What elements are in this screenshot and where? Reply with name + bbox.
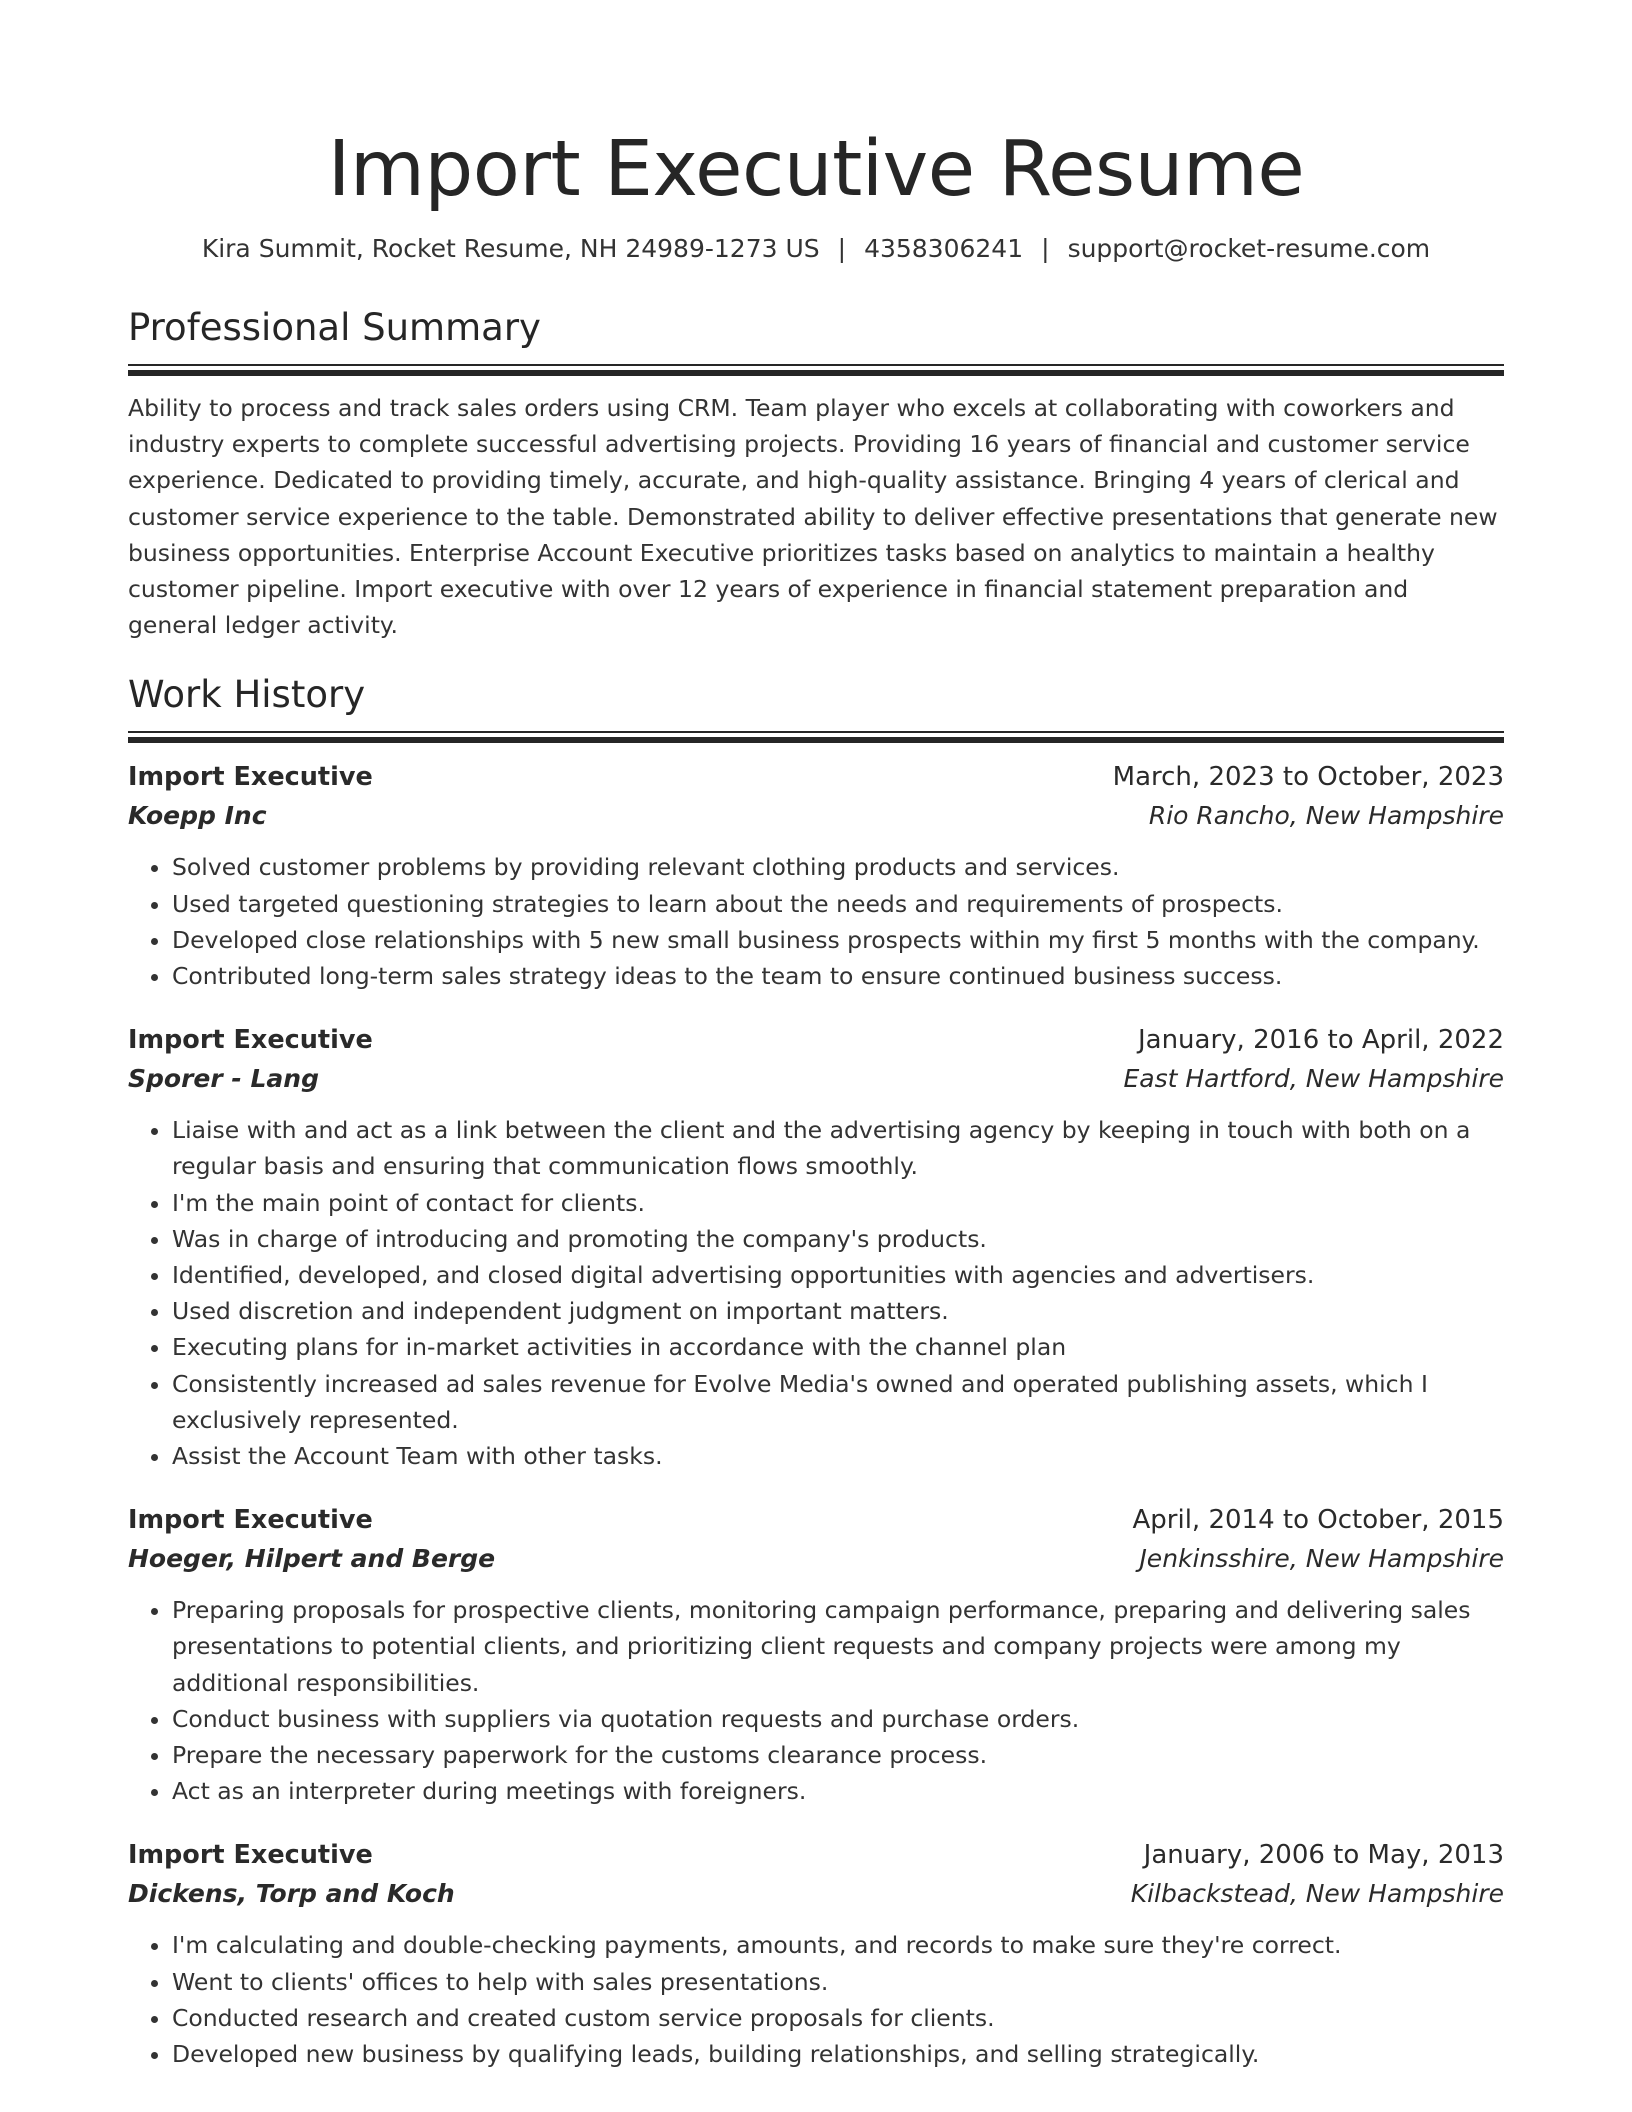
contact-line (128, 232, 1504, 266)
job-entry (128, 757, 1504, 994)
job-location: Jenkinsshire, New Hampshire (1139, 1544, 1504, 1574)
job-bullet: • Used targeted questioning strategies to learn about the needs and requirements of prospects. (172, 886, 1504, 922)
summary-text: Ability to process and track sales orders using CRM. Team player who excels at collaborating with coworkers and industry experts to complete successful advertising projects. Providing 16 years of financial and customer service experience. Dedicated to providing timely, accurate, and high-quality assistance. Bringing 4 years of clerical and customer service experience to the table. Demonstrated ability to deliver effective presentations that generate new business opportunities. Enterprise Account Executive prioritizes tasks based on analytics to maintain a healthy customer pipeline. Import executive with over 12 years of experience in financial statement preparation and general ledger activity. (128, 394, 1498, 640)
job-location: East Hartford, New Hampshire (1123, 1064, 1504, 1094)
professional-summary-section (128, 304, 1504, 643)
job-dates: January, 2016 to April, 2022 (1137, 1025, 1504, 1056)
contact-phone: 4358306241 (864, 234, 1024, 263)
job-entry (128, 1020, 1504, 1474)
job-entry (128, 1500, 1504, 1809)
job-bullet: • Conduct business with suppliers via quotation requests and purchase orders. (172, 1701, 1504, 1737)
job-location: Rio Rancho, New Hampshire (1148, 801, 1504, 831)
contact-separator: | (837, 234, 847, 263)
job-bullet: • Preparing proposals for prospective clients, monitoring campaign performance, preparing and delivering sales presentations to potential clients, and prioritizing client requests and company projects were among my additional responsibilities. (172, 1592, 1504, 1701)
job-bullet: • Prepare the necessary paperwork for the customs clearance process. (172, 1737, 1504, 1773)
job-bullet: • Developed new business by qualifying leads, building relationships, and selling strategically. (172, 2036, 1504, 2072)
job-company: Koepp Inc (128, 801, 267, 831)
section-title-work-history: Work History (128, 673, 366, 717)
contact-email: support@rocket-resume.com (1067, 234, 1431, 263)
section-divider (128, 731, 1504, 743)
job-bullet: • Was in charge of introducing and promoting the company's products. (172, 1221, 1504, 1257)
job-dates: April, 2014 to October, 2015 (1132, 1505, 1504, 1536)
job-bullet: • Contributed long-term sales strategy ideas to the team to ensure continued business success. (172, 958, 1504, 994)
job-company: Sporer - Lang (128, 1064, 319, 1094)
work-history-section (128, 671, 1504, 2072)
section-divider (128, 364, 1504, 376)
job-bullet: • Solved customer problems by providing relevant clothing products and services. (172, 849, 1504, 885)
contact-address: Kira Summit, Rocket Resume, NH 24989-1273 US (201, 234, 820, 263)
job-bullet-list (128, 1112, 1504, 1474)
job-entry (128, 1835, 1504, 2072)
job-company-row (128, 1875, 1504, 1913)
job-title: Import Executive (128, 1840, 373, 1871)
job-company: Hoeger, Hilpert and Berge (128, 1544, 496, 1574)
job-bullet: • Used discretion and independent judgment on important matters. (172, 1293, 1504, 1329)
job-title: Import Executive (128, 1505, 373, 1536)
job-dates: January, 2006 to May, 2013 (1143, 1840, 1504, 1871)
resume-page (128, 0, 1504, 2072)
job-bullet: • Liaise with and act as a link between the client and the advertising agency by keeping in touch with both on a regular basis and ensuring that communication flows smoothly. (172, 1112, 1504, 1184)
job-bullet: • I'm the main point of contact for clients. (172, 1185, 1504, 1221)
resume-title: Import Executive Resume (327, 125, 1305, 214)
job-company-row (128, 1060, 1504, 1098)
job-bullet: • Act as an interpreter during meetings with foreigners. (172, 1773, 1504, 1809)
job-title: Import Executive (128, 762, 373, 793)
job-bullet-list (128, 849, 1504, 994)
contact-separator: | (1041, 234, 1050, 263)
job-bullet: • Consistently increased ad sales revenue for Evolve Media's owned and operated publishing assets, which I exclusively represented. (172, 1366, 1504, 1438)
job-header-row (128, 1500, 1504, 1540)
job-bullet: • Developed close relationships with 5 new small business prospects within my first 5 months with the company. (172, 922, 1504, 958)
job-bullet: • Identified, developed, and closed digital advertising opportunities with agencies and advertisers. (172, 1257, 1504, 1293)
job-company: Dickens, Torp and Koch (128, 1879, 455, 1909)
job-bullet: • Executing plans for in-market activities in accordance with the channel plan (172, 1329, 1504, 1365)
job-bullet-list (128, 1592, 1504, 1809)
job-header-row (128, 757, 1504, 797)
job-title: Import Executive (128, 1025, 373, 1056)
job-company-row (128, 797, 1504, 835)
job-bullet: • Assist the Account Team with other tasks. (172, 1438, 1504, 1474)
job-bullet: • Conducted research and created custom service proposals for clients. (172, 2000, 1504, 2036)
section-title-summary: Professional Summary (128, 306, 541, 349)
job-company-row (128, 1540, 1504, 1578)
job-bullet: • I'm calculating and double-checking payments, amounts, and records to make sure they're correct. (172, 1927, 1504, 1963)
job-bullet-list (128, 1927, 1504, 2072)
job-dates: March, 2023 to October, 2023 (1112, 762, 1504, 793)
job-bullet: • Went to clients' offices to help with sales presentations. (172, 1964, 1504, 2000)
job-header-row (128, 1835, 1504, 1875)
job-location: Kilbackstead, New Hampshire (1130, 1879, 1504, 1909)
job-header-row (128, 1020, 1504, 1060)
